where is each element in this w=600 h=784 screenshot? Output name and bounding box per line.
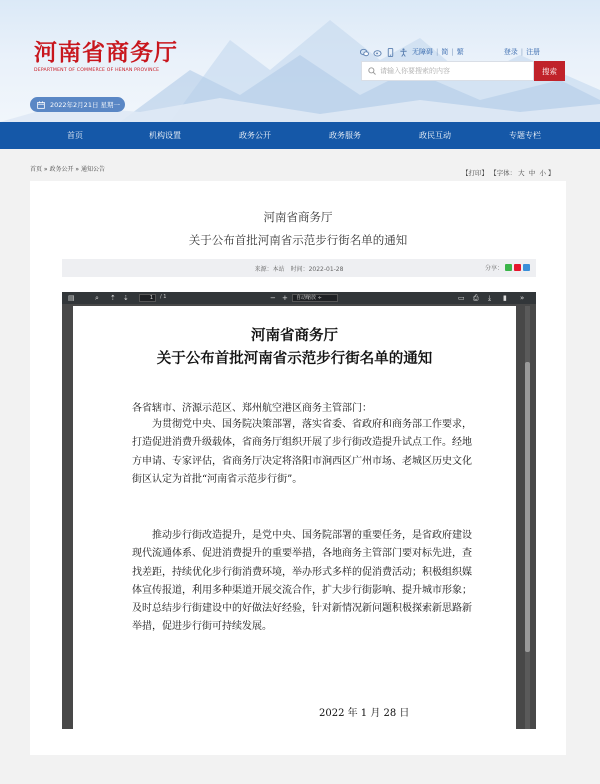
share-bar: [485, 263, 530, 272]
download-icon[interactable]: ⤓: [488, 294, 492, 302]
nav-special-topics[interactable]: 专题专栏: [509, 131, 541, 140]
font-large-link[interactable]: 大: [518, 169, 525, 177]
simplified-chinese-link[interactable]: 简: [441, 48, 449, 56]
divider: |: [436, 48, 439, 56]
pdf-viewer: [62, 292, 536, 729]
page-number-input[interactable]: 1: [139, 294, 156, 302]
document-date: 2022 年 1 月 28 日: [319, 708, 410, 719]
register-link[interactable]: 注册: [526, 48, 541, 56]
site-header: [0, 0, 600, 122]
article-title-line1: 河南省商务厅: [263, 210, 333, 224]
pdf-page: [73, 306, 516, 729]
font-size-label: 【字体：: [490, 169, 517, 177]
document-paragraph-1: 为贯彻党中央、国务院决策部署，落实省委、省政府和商务部工作要求，打造促进消费升级载体，省商务厅组织开展了步行街改造提升试点工作。经地方申请、专家评估，省商务厅决定将洛阳市涧西区广州市场、老城区历史文化街区认定为首批“河南省示范步行街”。: [132, 419, 472, 485]
nav-organization[interactable]: 机构设置: [149, 131, 181, 140]
page-total: / 1: [160, 294, 167, 300]
search-button[interactable]: 搜索: [534, 61, 565, 81]
article-card: [30, 181, 566, 755]
date-badge: [30, 97, 125, 112]
accessibility-link[interactable]: 无障碍: [412, 48, 433, 56]
divider: |: [520, 48, 524, 56]
nav-services[interactable]: 政务服务: [329, 131, 361, 140]
search-input[interactable]: [380, 67, 530, 75]
open-file-icon[interactable]: ▭: [458, 294, 465, 302]
bracket-close: 】: [548, 169, 555, 177]
tools-icon[interactable]: »: [520, 294, 525, 302]
nav-interaction[interactable]: 政民互动: [419, 131, 451, 140]
calendar-icon: [37, 101, 45, 109]
share-label: 分享：: [484, 265, 503, 272]
article-meta: 来源：本站 时间：2022-01-28: [254, 266, 344, 273]
previous-page-icon[interactable]: ⇡: [110, 294, 116, 302]
zoom-select[interactable]: 自动缩放 ÷: [292, 294, 338, 302]
breadcrumb[interactable]: 首页 » 政务公开 » 通知公告: [30, 166, 105, 173]
site-logo[interactable]: [34, 34, 178, 73]
weibo-icon[interactable]: [373, 48, 382, 57]
divider: |: [451, 48, 454, 56]
mobile-icon[interactable]: [386, 48, 395, 57]
qq-share-icon[interactable]: [523, 264, 530, 271]
pdf-scrollbar-thumb[interactable]: [525, 362, 530, 652]
wechat-icon[interactable]: [360, 48, 369, 57]
article-tools: [462, 168, 555, 177]
document-title-line2: 关于公布首批河南省示范步行街名单的通知: [156, 350, 433, 367]
find-icon[interactable]: ⌕: [95, 294, 99, 302]
sidebar-toggle-icon[interactable]: ▤: [68, 294, 75, 302]
traditional-chinese-link[interactable]: 繁: [456, 48, 464, 56]
weibo-share-icon[interactable]: [514, 264, 521, 271]
top-utility-bar: [360, 47, 540, 57]
document-paragraph-2: 推动步行街改造提升，是党中央、国务院部署的重要任务，是省政府建设现代流通体系、促进消费提升的重要举措，各地商务主管部门要对标先进，查找差距，持续优化步行街消费环境，举办形式多样的促消费活动；积极组织媒体宣传报道，利用多种渠道开展交流合作，扩大步行街影响、提升城市形象；及时总结步行街建设中的好做法好经验，针对新情况新问题积极探索新思路新举措，促进步行街可持续发展。: [132, 530, 472, 633]
document-title-line1: 河南省商务厅: [251, 327, 338, 344]
article-meta-bar: [62, 259, 536, 277]
main-nav: [0, 122, 600, 149]
bookmark-icon[interactable]: ▮: [503, 294, 507, 302]
nav-home[interactable]: 首页: [67, 131, 83, 140]
next-page-icon[interactable]: ⇣: [123, 294, 129, 302]
pdf-toolbar: [62, 292, 536, 304]
zoom-in-icon[interactable]: +: [282, 294, 288, 302]
article-title-line2: 关于公布首批河南省示范步行街名单的通知: [188, 233, 408, 247]
document-salutation: 各省辖市、济源示范区、郑州航空港区商务主管部门：: [132, 403, 372, 414]
print-link[interactable]: 【打印】: [462, 169, 488, 177]
date-text: 2022年2月21日 星期一: [50, 101, 121, 109]
search-icon: [368, 67, 376, 75]
accessibility-icon[interactable]: [399, 48, 408, 57]
print-icon[interactable]: ⎙: [473, 294, 479, 302]
zoom-out-icon[interactable]: −: [270, 294, 276, 302]
font-small-link[interactable]: 小: [539, 169, 546, 177]
login-link[interactable]: 登录: [503, 48, 518, 56]
site-title-en: DEPARTMENT OF COMMERCE OF HENAN PROVINCE: [34, 68, 160, 73]
nav-government-affairs[interactable]: 政务公开: [239, 131, 271, 140]
font-medium-link[interactable]: 中: [528, 169, 536, 177]
search-box: [361, 61, 534, 81]
site-title-cn: 河南省商务厅: [34, 39, 178, 66]
wechat-share-icon[interactable]: [505, 264, 512, 271]
